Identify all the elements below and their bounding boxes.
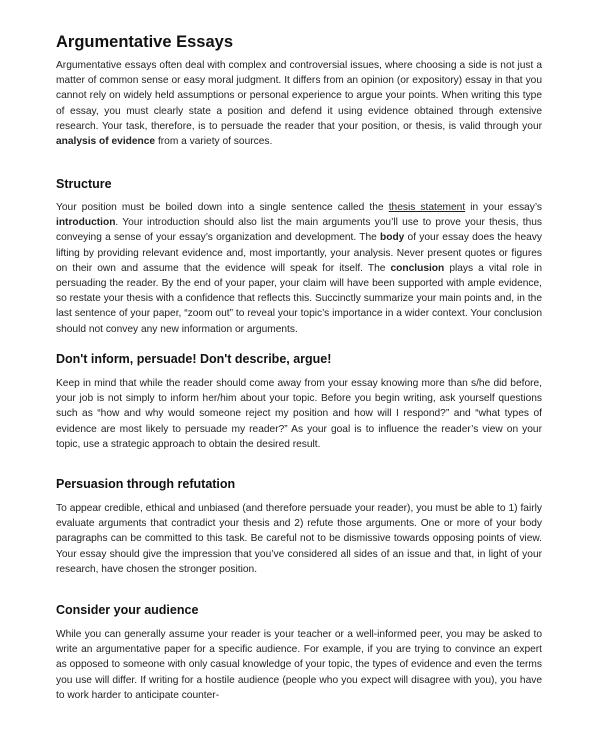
refutation-heading: Persuasion through refutation	[56, 477, 236, 491]
persuade-paragraph: Keep in mind that while the reader should come away from your essay knowing more than s/he did before, your job is not simply to inform her/him about your topic. Before you begin writing, ask yourself questions such as “how and why would someone reject my position and how will I respond?” and “what types of evidence are most likely to persuade my reader?” As your goal is to influence the reader’s view on your topic, use a strategic approach to obtain the desired result.	[56, 378, 542, 450]
intro-bold-phrase: analysis of evidence	[56, 136, 156, 148]
persuade-heading: Don't inform, persuade! Don't describe, argue!	[56, 352, 332, 366]
intro-paragraph	[56, 58, 542, 149]
thesis-statement-term: thesis statement	[388, 202, 466, 213]
intro-text: Argumentative essays often deal with complex and controversial issues, where choosing a side is not just a matter of common sense or easy moral judgment. It differs from an opinion (or expository) essay in that you cannot rely on widely held assumptions or personal experience to argue your points. When writing this type of essay, you must clearly state a position and defend it using evidence obtained through extensive research. Your task, therefore, is to persuade the reader that your position, or thesis, is valid through your	[56, 60, 542, 132]
structure-text-3: . Your introduction should also list the main arguments you’ll use to prove your thesis, thus conveying a sense of your essay’s organization and development. The	[56, 217, 542, 244]
refutation-paragraph: To appear credible, ethical and unbiased (and therefore persuade your reader), you must be able to 1) fairly evaluate arguments that contradict your thesis and 2) refute those arguments. One or more of your body paragraphs can be committed to this task. Be careful not to be dismissive towards opposing points of view. Your essay should give the impression that you’ve considered all sides of an issue and that, in light of your research, have chosen the stronger position.	[56, 503, 542, 575]
intro-text-end: from a variety of sources.	[155, 136, 273, 148]
structure-text-2: in your essay’s	[465, 202, 542, 213]
structure-text-4: of your essay does the heavy lifting by providing relevant evidence and, most importantly, your analysis. Never present quotes or figures on their own and assume that the evidence will speak for itself. The	[56, 232, 542, 274]
introduction-term: introduction	[56, 217, 116, 229]
audience-heading: Consider your audience	[56, 603, 199, 617]
audience-paragraph: While you can generally assume your reader is your teacher or a well-informed peer, you may be asked to write an argumentative paper for a specific audience. For example, if you are trying to convince an expert as opposed to someone with only casual knowledge of your topic, the types of evidence and even the terms you use will differ. If writing for a hostile audience (people who you expect will disagree with you), you have to work harder to anticipate counter-	[56, 629, 542, 701]
structure-text-5: plays a vital role in persuading the reader. By the end of your paper, your claim will have been supported with ample evidence, so restate your thesis with a confidence that reflects this. Succinctly summarize your main points and, in the last sentence of your paper, “zoom out” to reveal your topic’s importance in a wider context. Your conclusion should not convey any new information or arguments.	[56, 262, 543, 335]
structure-heading: Structure	[56, 177, 112, 191]
structure-text-1: Your position must be boiled down into a single sentence called the	[56, 202, 389, 213]
structure-paragraph	[56, 200, 542, 337]
page-title: Argumentative Essays	[56, 33, 233, 51]
conclusion-term: conclusion	[390, 262, 445, 274]
body-term: body	[380, 232, 405, 244]
